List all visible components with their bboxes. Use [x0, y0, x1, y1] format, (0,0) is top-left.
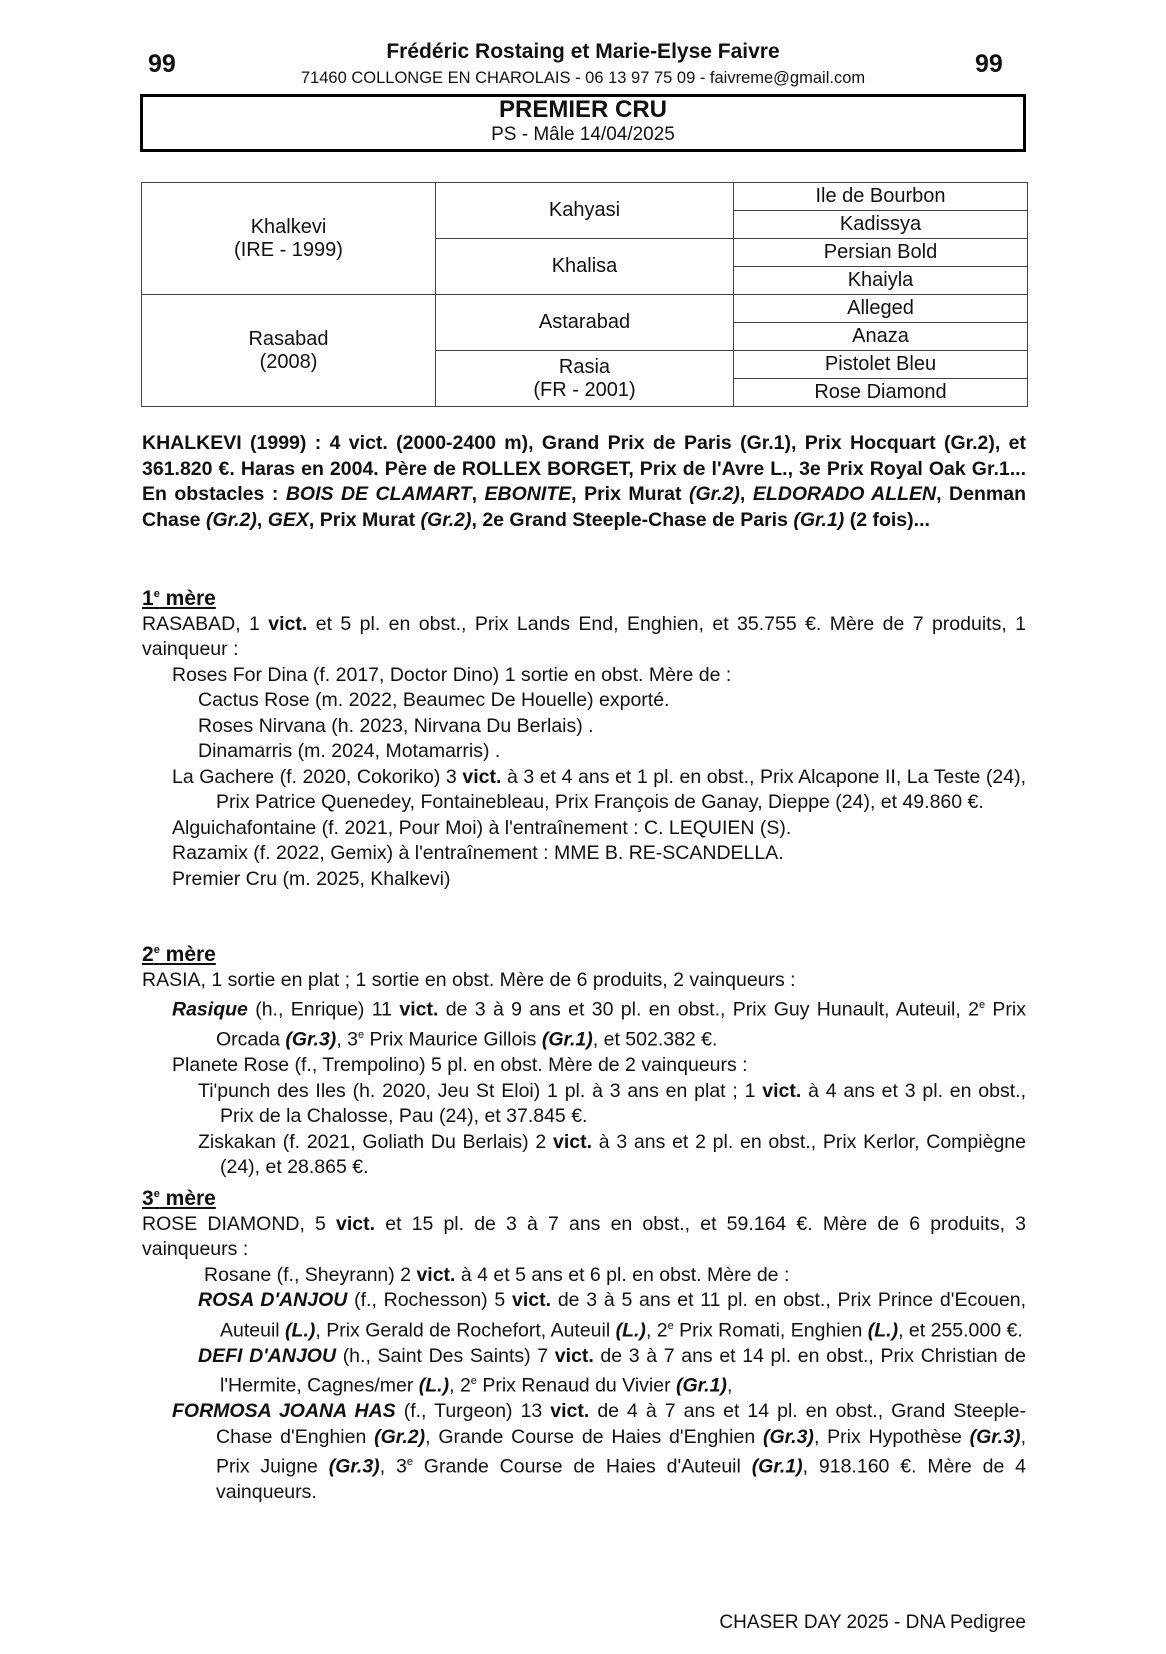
- first-dam-section: [142, 582, 1026, 892]
- third-dam-section: [142, 1182, 1026, 1506]
- dd-name: Rasia: [558, 355, 611, 378]
- second-dam-section: [142, 938, 1026, 1181]
- lot-number-left: 99: [148, 50, 176, 78]
- first-dam-intro: RASABAD, 1 vict. et 5 pl. en obst., Prix Lands End, Enghien, et 35.755 €. Mère de 7 produits, 1 vainqueur :: [142, 612, 1027, 660]
- third-dam-intro: ROSE DIAMOND, 5 vict. et 15 pl. de 3 à 7 ans en obst., et 59.164 €. Mère de 6 produits, 3 vainqueurs :: [142, 1212, 1026, 1260]
- list-item: Alguichafontaine (f. 2021, Pour Moi) à l'entraînement : C. LEQUIEN (S).: [172, 816, 792, 839]
- page-footer: CHASER DAY 2025 - DNA Pedigree: [719, 1612, 1026, 1633]
- list-item: Planete Rose (f., Trempolino) 5 pl. en obst. Mère de 2 vainqueurs :: [172, 1054, 748, 1076]
- second-dam-intro: RASIA, 1 sortie en plat ; 1 sortie en obst. Mère de 6 produits, 2 vainqueurs :: [142, 968, 796, 991]
- pedigree-sss: Ile de Bourbon: [734, 183, 1028, 211]
- list-item: Dinamarris (m. 2024, Motamarris) .: [198, 740, 501, 762]
- breeder-address: 71460 COLLONGE EN CHAROLAIS - 06 13 97 75 09 - faivreme@gmail.com: [300, 69, 866, 87]
- pedigree-dsd: Anaza: [734, 323, 1028, 351]
- breeder-name: Frédéric Rostaing et Marie-Elyse Faivre: [386, 40, 780, 63]
- list-item: Razamix (f. 2022, Gemix) à l'entraînement : MME B. RE-SCANDELLA.: [172, 842, 784, 864]
- sire-info: (IRE - 1999): [234, 238, 343, 261]
- pedigree-ds: Astarabad: [436, 295, 734, 351]
- list-item: Ti'punch des Iles (h. 2020, Jeu St Eloi) 1 pl. à 3 ans en plat ; 1 vict. à 4 ans et 3 pl. en obst., Prix de la Chalosse, Pau (24), et 37.845 €.: [198, 1079, 1026, 1127]
- pedigree-table: [141, 182, 1028, 407]
- pedigree-ddd: Rose Diamond: [734, 379, 1028, 407]
- pedigree-dd: [436, 351, 734, 407]
- horse-title-box: [140, 94, 1026, 152]
- list-item: Premier Cru (m. 2025, Khalkevi): [172, 867, 451, 890]
- pedigree-dds: Pistolet Bleu: [734, 351, 1028, 379]
- lot-number-right: 99: [975, 50, 1003, 78]
- pedigree-sire: [142, 183, 436, 295]
- list-item: Rasique (h., Enrique) 11 vict. de 3 à 9 ans et 30 pl. en obst., Prix Guy Hunault, Auteuil, 2e Prix Orcada (Gr.3), 3e Prix Maurice Gillois (Gr.1), et 502.382 €.: [172, 998, 1026, 1051]
- list-item: Rosane (f., Sheyrann) 2 vict. à 4 et 5 ans et 6 pl. en obst. Mère de :: [204, 1263, 790, 1286]
- pedigree-sdd: Khaiyla: [734, 267, 1028, 295]
- pedigree-sd: Khalisa: [436, 239, 734, 295]
- pedigree-dam: [142, 295, 436, 407]
- list-item: Roses For Dina (f. 2017, Doctor Dino) 1 sortie en obst. Mère de :: [172, 663, 732, 686]
- second-dam-title: 2e mère: [142, 943, 216, 966]
- pedigree-ssd: Kadissya: [734, 211, 1028, 239]
- horse-info: PS - Mâle 14/04/2025: [491, 124, 675, 145]
- list-item: Cactus Rose (m. 2022, Beaumec De Houelle) exporté.: [198, 689, 670, 711]
- third-dam-title: 3e mère: [142, 1187, 216, 1210]
- pedigree-sds: Persian Bold: [734, 239, 1028, 267]
- list-item: Ziskakan (f. 2021, Goliath Du Berlais) 2 vict. à 3 ans et 2 pl. en obst., Prix Kerlor, Compiègne (24), et 28.865 €.: [198, 1130, 1026, 1178]
- list-item: Roses Nirvana (h. 2023, Nirvana Du Berlais) .: [198, 714, 594, 737]
- sire-name: Khalkevi: [250, 215, 327, 238]
- first-dam-title: 1e mère: [142, 587, 216, 610]
- pedigree-ss: Kahyasi: [436, 183, 734, 239]
- horse-name: PREMIER CRU: [498, 96, 667, 123]
- dam-name: Rasabad: [248, 327, 329, 350]
- list-item: FORMOSA JOANA HAS (f., Turgeon) 13 vict. de 4 à 7 ans et 14 pl. en obst., Grand Steeple-Chase d'Enghien (Gr.2), Grande Course de Haies d'Enghien (Gr.3), Prix Hypothèse (Gr.3), Prix Juigne (Gr.3), 3e Grande Course de Haies d'Auteuil (Gr.1), 918.160 €. Mère de 4 vainqueurs.: [172, 1400, 1027, 1503]
- list-item: La Gachere (f. 2020, Cokoriko) 3 vict. à 3 et 4 ans et 1 pl. en obst., Prix Alcapone II, La Teste (24), Prix Patrice Quenedey, Fontainebleau, Prix François de Ganay, Dieppe (24), et 49.860 €.: [172, 765, 1026, 813]
- sire-note: KHALKEVI (1999) : 4 vict. (2000-2400 m), Grand Prix de Paris (Gr.1), Prix Hocquart (Gr.2), et 361.820 €. Haras en 2004. Père de ROLLEX BORGET, Prix de l'Avre L., 3e Prix Royal Oak Gr.1... En obstacles : BOIS DE CLAMART, EBONITE, Prix Murat (Gr.2), ELDORADO ALLEN, Denman Chase (Gr.2), GEX, Prix Murat (Gr.2), 2e Grand Steeple-Chase de Paris (Gr.1) (2 fois)...: [142, 432, 1026, 531]
- dam-info: (2008): [259, 350, 318, 373]
- pedigree-dss: Alleged: [734, 295, 1028, 323]
- dd-info: (FR - 2001): [533, 378, 636, 401]
- list-item: DEFI D'ANJOU (h., Saint Des Saints) 7 vict. de 3 à 7 ans et 14 pl. en obst., Prix Christian de l'Hermite, Cagnes/mer (L.), 2e Prix Renaud du Vivier (Gr.1),: [198, 1344, 1026, 1397]
- list-item: ROSA D'ANJOU (f., Rochesson) 5 vict. de 3 à 5 ans et 11 pl. en obst., Prix Prince d'Ecouen, Auteuil (L.), Prix Gerald de Rochefort, Auteuil (L.), 2e Prix Romati, Enghien (L.), et 255.000 €.: [198, 1289, 1026, 1341]
